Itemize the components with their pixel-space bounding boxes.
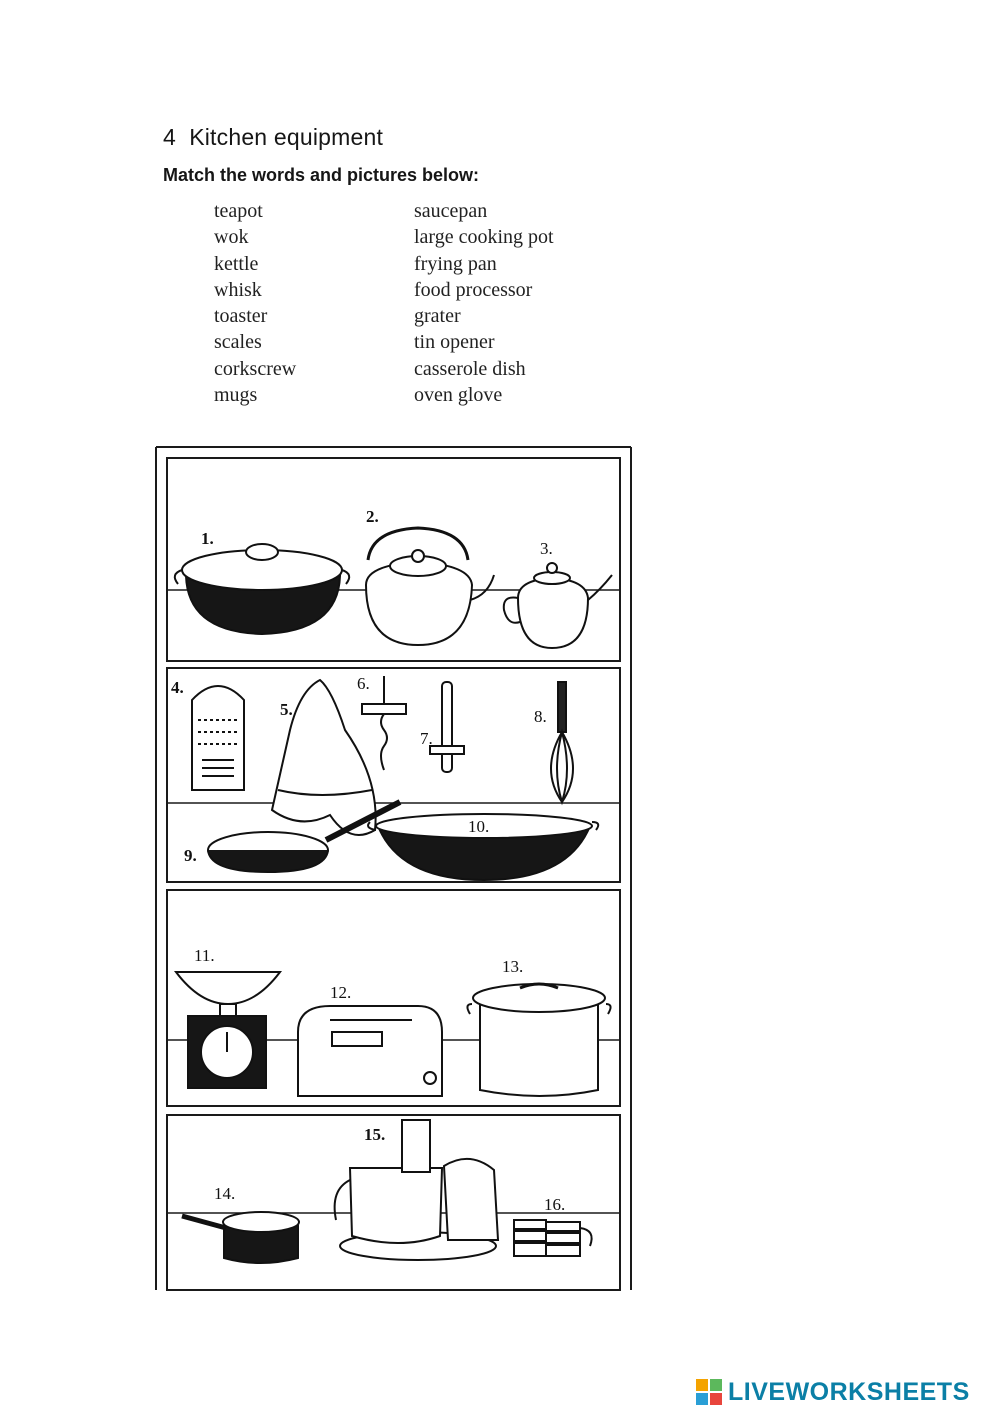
picture-number: 11.: [194, 946, 215, 965]
word-item: teapot: [214, 200, 263, 222]
word-item: large cooking pot: [414, 226, 554, 249]
word-item: toaster: [214, 305, 268, 328]
picture-number: 4.: [171, 678, 184, 697]
section-number: 4: [163, 124, 176, 150]
whisk-icon: [551, 682, 573, 802]
picture-number: 9.: [184, 846, 197, 865]
mugs-icon: [514, 1220, 592, 1256]
picture-number: 3.: [540, 539, 553, 558]
picture-number: 1.: [201, 529, 214, 548]
picture-number: 10.: [468, 817, 490, 836]
word-item: grater: [414, 305, 461, 328]
grater-icon: [192, 686, 244, 790]
word-item: food processor: [414, 278, 533, 301]
saucepan-icon: [182, 1212, 299, 1263]
toaster-icon: [298, 1006, 442, 1096]
teapot-icon: [504, 563, 612, 648]
section-title-text: Kitchen equipment: [189, 124, 384, 150]
liveworksheets-logo-icon: [696, 1379, 722, 1405]
picture-number: 8.: [534, 707, 547, 726]
word-item: scales: [214, 331, 262, 354]
word-item: saucepan: [414, 200, 488, 222]
tin-opener-icon: [430, 682, 464, 772]
food-processor-icon: [335, 1120, 498, 1260]
picture-number: 6.: [357, 674, 370, 693]
picture-number: 15.: [364, 1125, 386, 1144]
liveworksheets-logo-text: LIVEWORKSHEETS: [728, 1377, 970, 1406]
scales-icon: [176, 972, 280, 1088]
kettle-icon: [366, 528, 494, 645]
word-item: tin opener: [414, 331, 495, 354]
picture-number: 13.: [502, 957, 524, 976]
liveworksheets-logo: [696, 1378, 970, 1406]
large-cooking-pot-icon: [467, 984, 610, 1096]
picture-number: 2.: [366, 507, 379, 526]
casserole-dish-icon: [175, 544, 349, 634]
word-item: oven glove: [414, 384, 503, 407]
picture-number: 16.: [544, 1195, 566, 1214]
word-item: whisk: [214, 278, 262, 301]
word-item: mugs: [214, 384, 258, 407]
picture-number: 7.: [420, 729, 433, 748]
word-item: wok: [214, 226, 249, 249]
word-item: corkscrew: [214, 357, 297, 380]
word-item: frying pan: [414, 252, 497, 275]
picture-number: 14.: [214, 1184, 236, 1203]
picture-number: 12.: [330, 983, 352, 1002]
instruction-text: Match the words and pictures below:: [163, 165, 480, 185]
word-item: kettle: [214, 252, 259, 275]
picture-number: 5.: [280, 700, 293, 719]
word-item: casserole dish: [414, 357, 526, 380]
